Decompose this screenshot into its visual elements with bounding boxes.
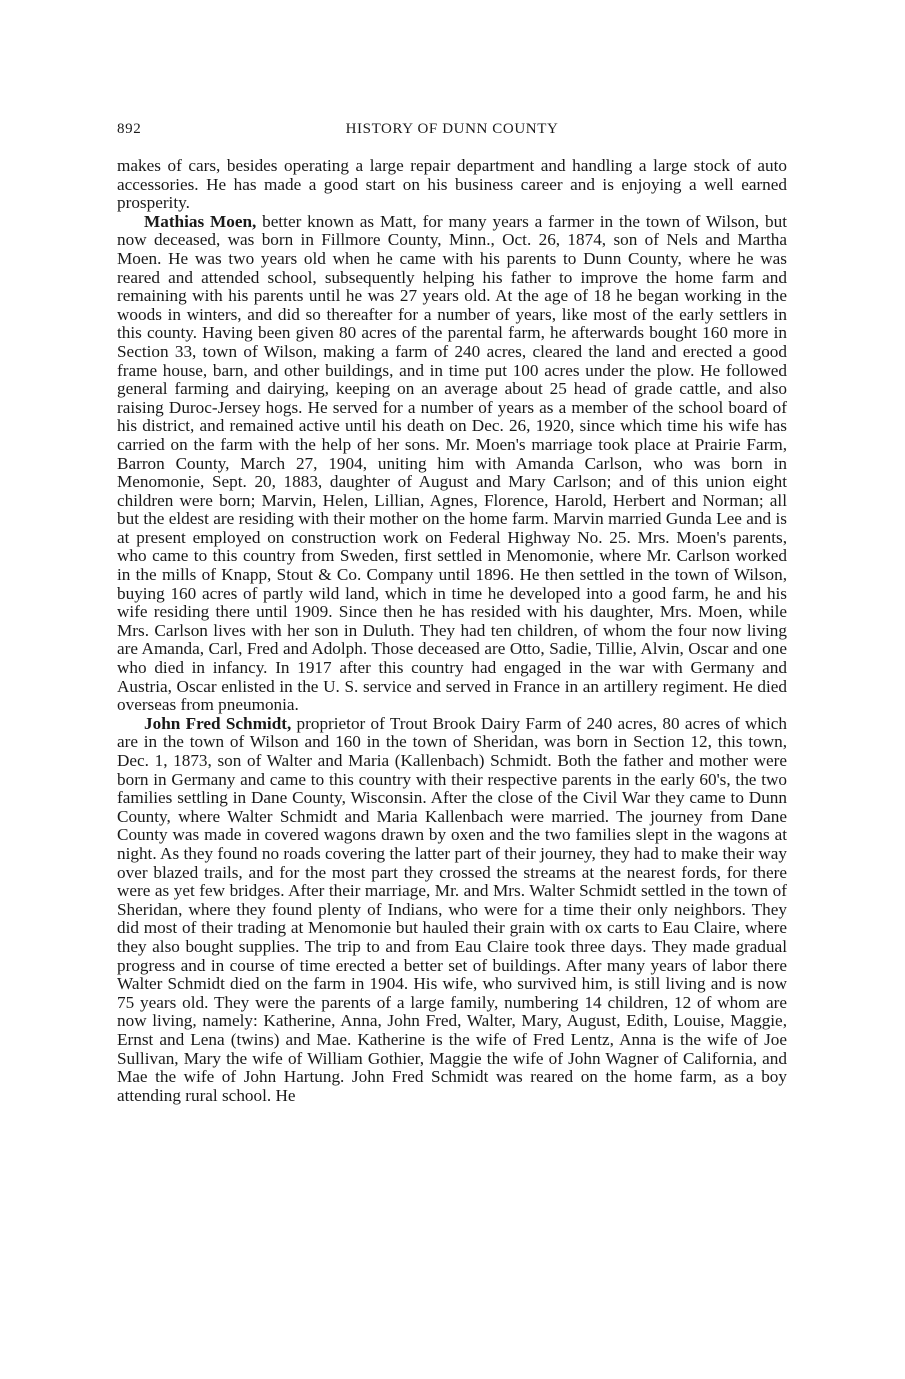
paragraph-mathias-moen <box>117 213 787 715</box>
running-head <box>117 121 787 141</box>
paragraph-continuation <box>117 157 787 213</box>
paragraph-text: proprietor of Trout Brook Dairy Farm of 240 acres, 80 acres of which are in the town of Wilson and 160 in the town of Sheridan, was born in Section 12, this town, Dec. 1, 1873, son of Walter and Maria (Kallenbach) Schmidt. Both the father and mother were born in Germany and came to this country with their respective parents in the early 60's, the two families settling in Dane County, Wisconsin. After the close of the Civil War they came to Dunn County, where Walter Schmidt and Maria Kallenbach were married. The journey from Dane County was made in covered wagons drawn by oxen and the two families slept in the wagons at night. As they found no roads covering the latter part of their journey, they had to make their way over blazed trails, and for the most part they crossed the streams at the nearest fords, for there were as yet few bridges. After their marriage, Mr. and Mrs. Walter Schmidt settled in the town of Sheridan, where they found plenty of Indians, who were for a time their only neighbors. They did most of their trading at Menomonie but hauled their grain with ox carts to Eau Claire, where they also bought supplies. The trip to and from Eau Claire took three days. They made gradual progress and in course of time erected a better set of buildings. After many years of labor there Walter Schmidt died on the farm in 1904. His wife, who survived him, is still living and is now 75 years old. They were the parents of a large family, numbering 14 children, 12 of whom are now living, namely: Katherine, Anna, John Fred, Walter, Mary, August, Edith, Louise, Maggie, Ernst and Lena (twins) and Mae. Katherine is the wife of Fred Lentz, Anna is the wife of Joe Sullivan, Mary the wife of William Gothier, Maggie the wife of John Wagner of California, and Mae the wife of John Hartung. John Fred Schmidt was reared on the home farm, as a boy attending rural school. He <box>117 713 787 1105</box>
body-text <box>117 157 787 1105</box>
paragraph-john-fred-schmidt <box>117 715 787 1105</box>
page-number: 892 <box>117 121 142 137</box>
running-title: HISTORY OF DUNN COUNTY <box>345 121 559 137</box>
paragraph-text: makes of cars, besides operating a large repair department and handling a large stock of auto accessories. He has made a good start on his business career and is enjoying a well earned prosperity. <box>117 156 787 213</box>
document-page <box>117 121 787 1105</box>
paragraph-text: better known as Matt, for many years a farmer in the town of Wilson, but now deceased, was born in Fillmore County, Minn., Oct. 26, 1874, son of Nels and Martha Moen. He was two years old when he came with his parents to Dunn County, where he was reared and attended school, subsequently helping his father to improve the home farm and remaining with his parents until he was 27 years old. At the age of 18 he began working in the woods in winters, and did so thereafter for a number of years, like most of the early settlers in this county. Having been given 80 acres of the parental farm, he afterwards bought 160 more in Section 33, town of Wilson, making a farm of 240 acres, cleared the land and erected a good frame house, barn, and other buildings, and in time put 100 acres under the plow. He followed general farming and dairying, keeping on an average about 25 head of grade cattle, and also raising Duroc-Jersey hogs. He served for a number of years as a member of the school board of his district, and remained active until his death on Dec. 26, 1920, since which time his wife has carried on the farm with the help of her sons. Mr. Moen's marriage took place at Prairie Farm, Barron County, March 27, 1904, uniting him with Amanda Carlson, who was born in Menomonie, Sept. 20, 1883, daughter of August and Mary Carlson; and of this union eight children were born; Marvin, Helen, Lillian, Agnes, Florence, Harold, Herbert and Norman; all but the eldest are residing with their mother on the home farm. Marvin married Gunda Lee and is at present employed on construction work on Federal Highway No. 25. Mrs. Moen's parents, who came to this country from Sweden, first settled in Menomonie, where Mr. Carlson worked in the mills of Knapp, Stout & Co. Company until 1896. He then settled in the town of Wilson, buying 160 acres of partly wild land, which in time he developed into a good farm, he and his wife residing there until 1909. Since then he has resided with his daughter, Mrs. Moen, while Mrs. Carlson lives with her son in Duluth. They had ten children, of whom the four now living are Amanda, Carl, Fred and Adolph. Those deceased are Otto, Sadie, Tillie, Alvin, Oscar and one who died in infancy. In 1917 after this country had engaged in the war with Germany and Austria, Oscar enlisted in the U. S. service and served in France in an artillery regiment. He died overseas from pneumonia. <box>117 211 787 715</box>
biography-name: John Fred Schmidt, <box>144 713 292 733</box>
biography-name: Mathias Moen, <box>144 211 257 231</box>
